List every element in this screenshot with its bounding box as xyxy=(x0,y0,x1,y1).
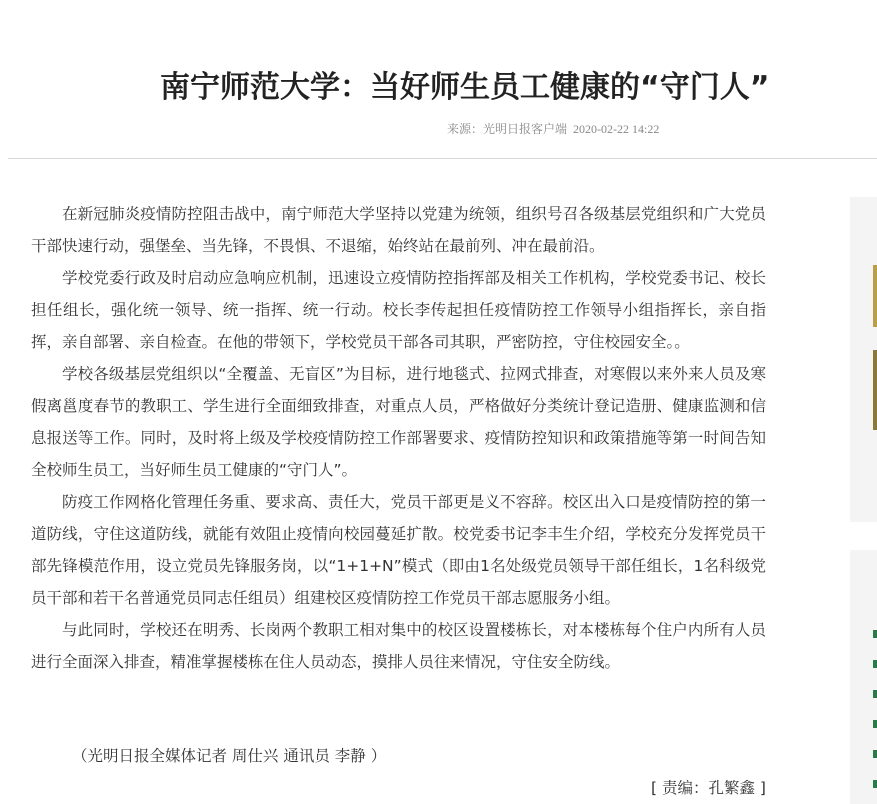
paragraph-5: 与此同时，学校还在明秀、长岗两个教职工相对集中的校区设置楼栋长，对本楼栋每个住户内所有人员进行全面深入排查，精准掌握楼栋在住人员动态，摸排人员往来情况，守住安全防线。 xyxy=(31,621,766,671)
article-source: 来源：光明日报客户端 xyxy=(447,122,568,136)
article-byline: （光明日报全媒体记者 周仕兴 通讯员 李静 ） xyxy=(72,747,387,765)
article-date: 2020-02-22 14:22 xyxy=(573,122,660,136)
sidebar-thumbnail[interactable] xyxy=(873,265,877,327)
paragraph-4: 防疫工作网格化管理任务重、要求高、责任大，党员干部更是义不容辞。校区出入口是疫情防控的第一道防线，守住这道防线，就能有效阻止疫情向校园蔓延扩散。校党委书记李丰生介绍，学校充分发挥党员干部先锋模范作用，设立党员先锋服务岗，以“1+1+N”模式（即由1名处级党员领导干部任组长，1名科级党员干部和若干名普通党员同志任组员）组建校区疫情防控工作党员干部志愿服务小组。 xyxy=(31,493,766,607)
article-title: 南宁师范大学：当好师生员工健康的“守门人” xyxy=(160,70,770,105)
sidebar-thumbnail[interactable] xyxy=(873,350,877,430)
paragraph-2: 学校党委行政及时启动应急响应机制，迅速设立疫情防控指挥部及相关工作机构，学校党委书记、校长担任组长，强化统一领导、统一指挥、统一行动。校长李传起担任疫情防控工作领导小组指挥长，亲自指挥，亲自部署、亲自检查。在他的带领下，学校党员干部各司其职，严密防控，守住校园安全。。 xyxy=(31,269,766,351)
paragraph-1: 在新冠肺炎疫情防控阻击战中，南宁师范大学坚持以党建为统领，组织号召各级基层党组织和广大党员干部快速行动，强堡垒、当先锋，不畏惧、不退缩，始终站在最前列、冲在最前沿。 xyxy=(31,205,766,255)
header-divider xyxy=(8,158,877,159)
paragraph-3: 学校各级基层党组织以“全覆盖、无盲区”为目标，进行地毯式、拉网式排查，对寒假以来外来人员及寒假离邕度春节的教职工、学生进行全面细致排查，对重点人员，严格做好分类统计登记造册、健康监测和信息报送等工作。同时，及时将上级及学校疫情防控工作部署要求、疫情防控知识和政策措施等第一时间告知全校师生员工，当好师生员工健康的“守门人”。 xyxy=(31,365,766,479)
sidebar-link-list[interactable] xyxy=(873,630,877,800)
article-editor: [ 责编：孔繁鑫 ] xyxy=(651,779,766,797)
article-meta xyxy=(447,120,659,137)
article-body xyxy=(31,198,766,678)
